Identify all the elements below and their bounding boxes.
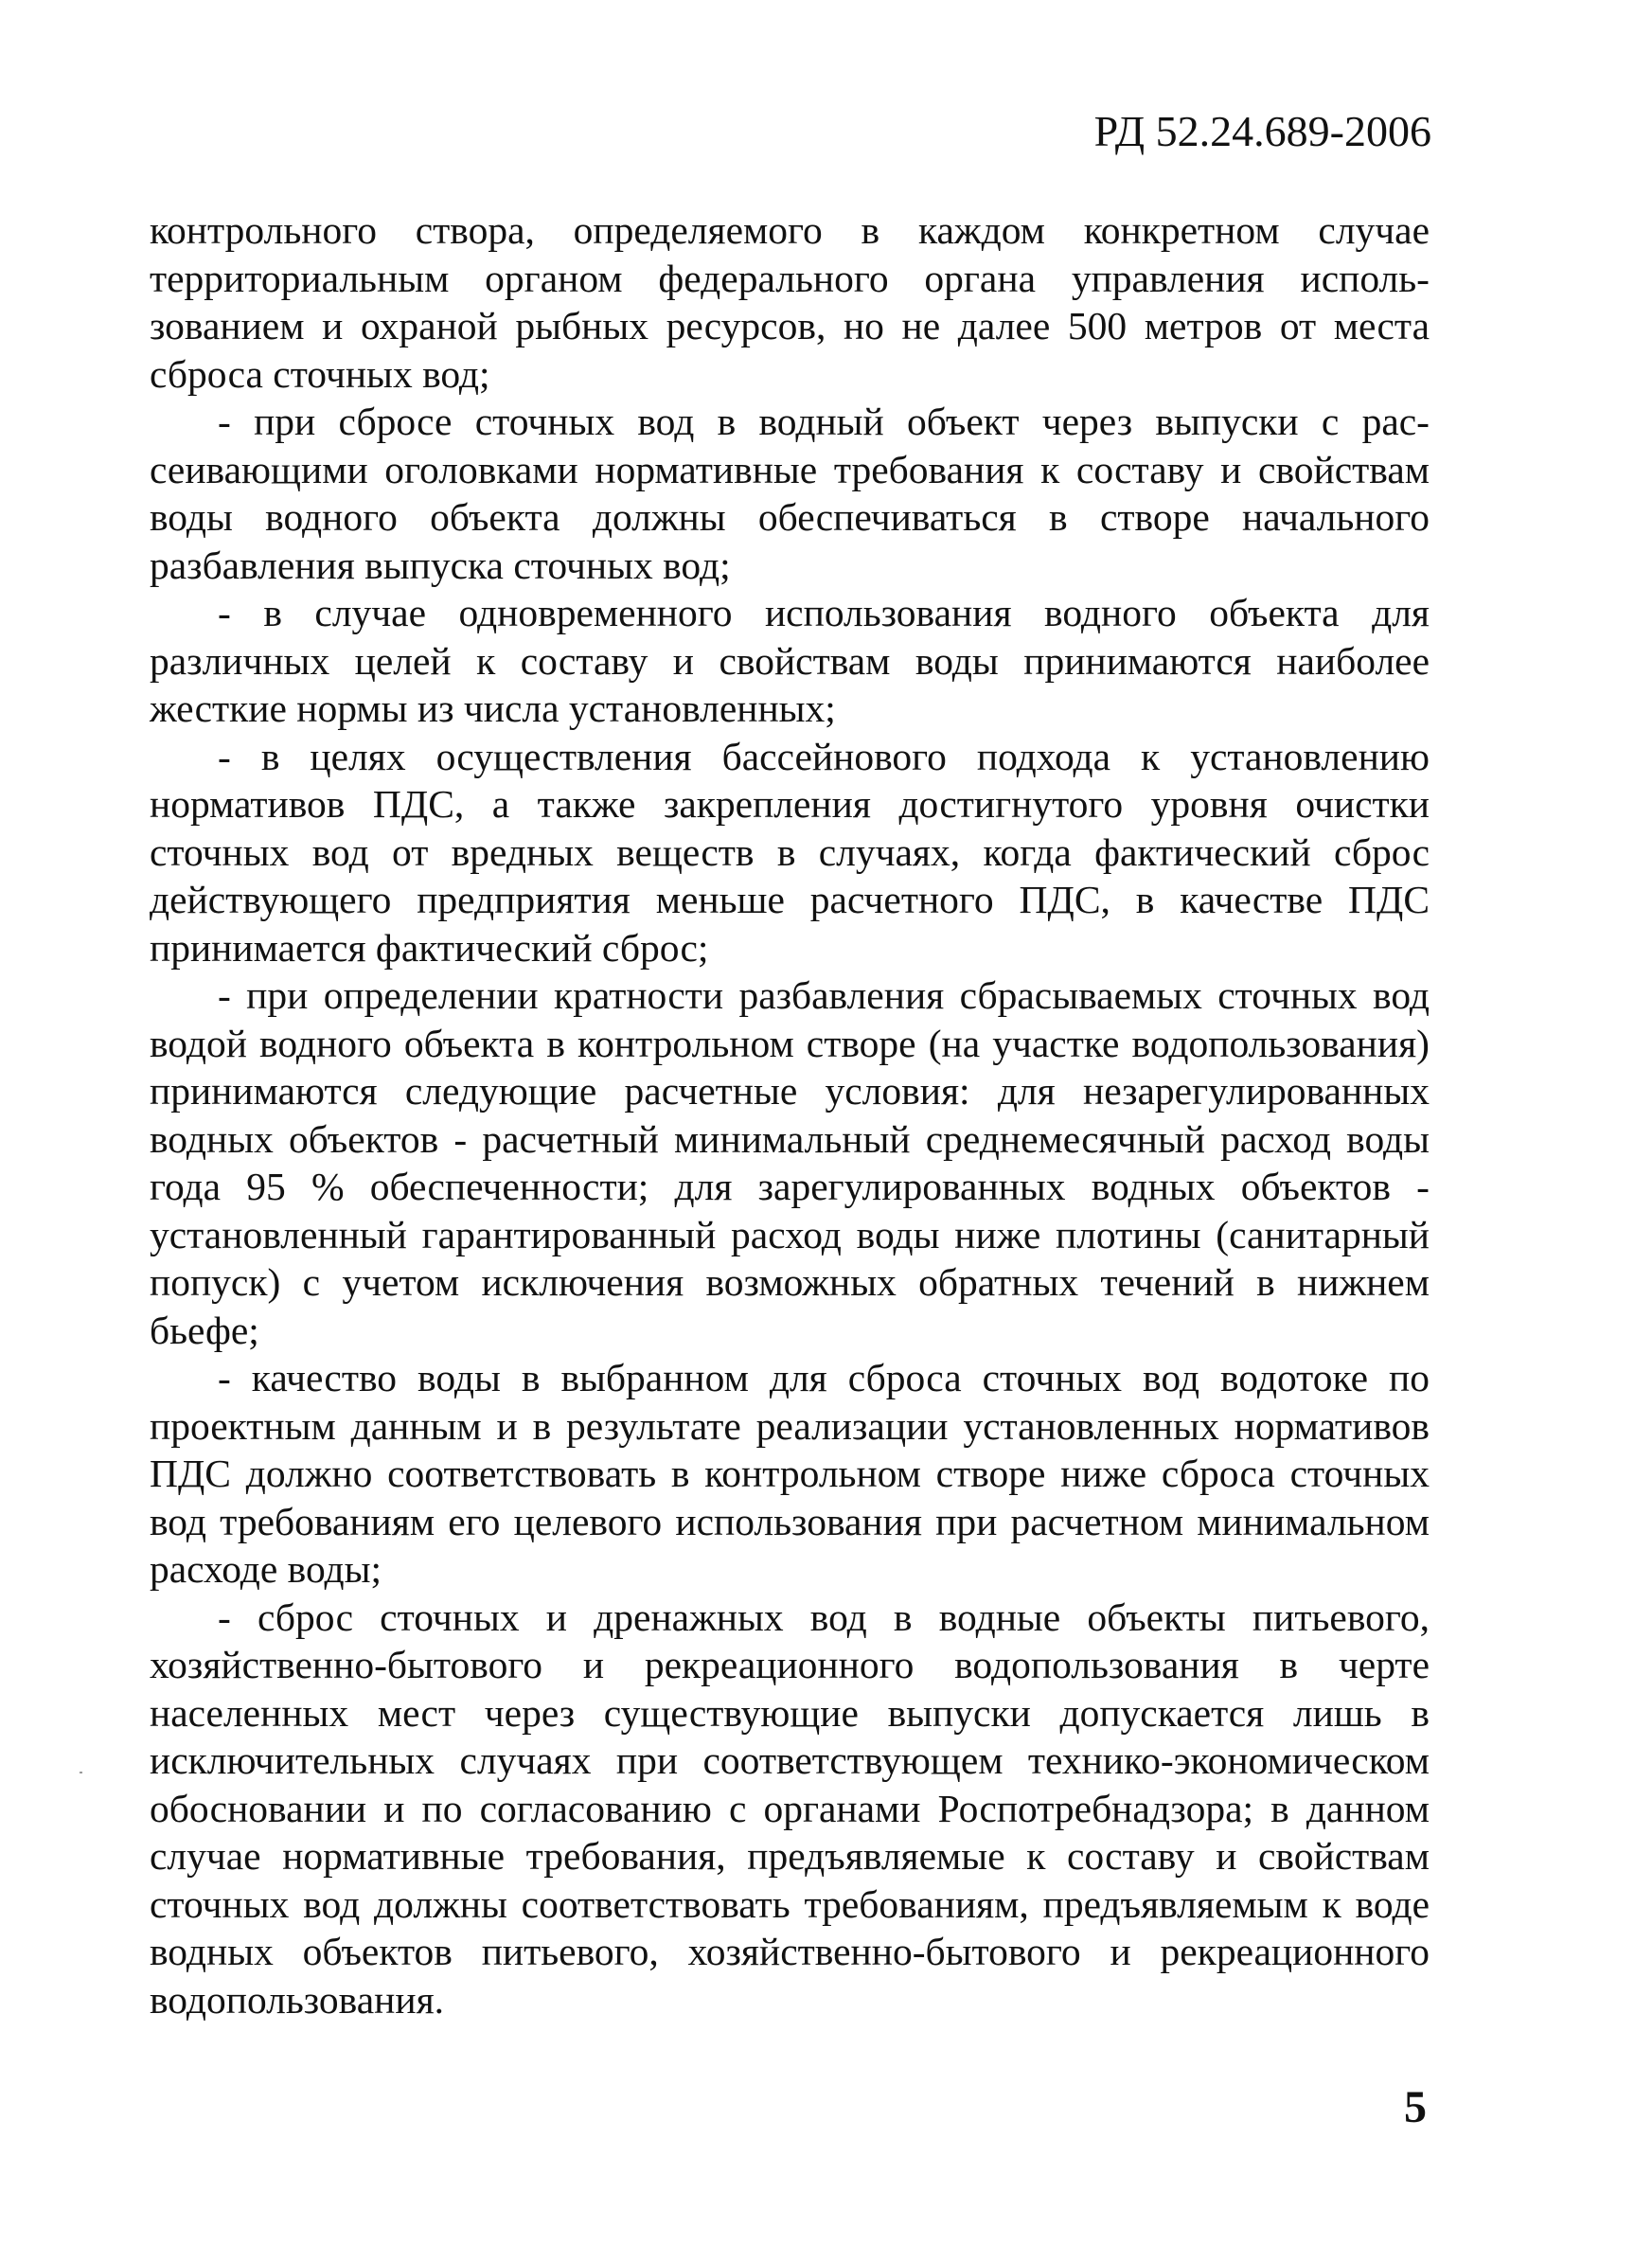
- scan-speck: [80, 1772, 82, 1773]
- paragraph-dilution-conditions: - при определении кратности разбавления сбрасываемых сточных вод водой водного объекта в контрольном створе (на участке водопользования) принимаются следующие расчетные условия: для незарегулированных водных объектов - расчетный минимальный среднемесячный расход воды года 95 % обеспеченности; для зарегулированных водных объектов - установленный гарантированный расход воды ниже плотины (санитарный попуск) с учетом исключения возможных обратных течений в нижнем бьефе;: [150, 973, 1430, 1352]
- paragraph-water-quality: - качество воды в выбранном для сброса сточных вод водотоке по проектным данным и в результате реализации установленных нормативов ПДС должно соответствовать в контрольном створе ниже сброса сточных вод требованиям его целевого использования при расчетном минимальном расходе воды;: [150, 1356, 1430, 1591]
- paragraph-continuation: контрольного створа, определяемого в каждом конкретном случае территориальным органом федерального органа управления использованием и охраной рыбных ресурсов, но не далее 500 метров от места сброса сточных вод;: [150, 208, 1430, 396]
- paragraph-drinking-water-discharge: - сброс сточных и дренажных вод в водные объекты питьевого, хозяйственно-бытового и рекреационного водопользования в черте населенных мест через существующие выпуски допускается лишь в исключительных случаях при соответствующем технико-экономическом обосновании и по согласованию с органами Роспотребнадзора; в данном случае нормативные требования, предъявляемые к составу и свойствам сточных вод должны соответствовать требованиям, предъявляемым к воде водных объектов питьевого, хозяйственно-бытового и рекреационного водопользования.: [150, 1595, 1430, 2022]
- document-code-header: РД 52.24.689-2006: [1093, 107, 1431, 155]
- page-number: 5: [1404, 2082, 1427, 2132]
- paragraph-simultaneous-use: - в случае одновременного использования водного объекта для различных целей к составу и свойствам воды принимаются наиболее жесткие нормы из числа установленных;: [150, 591, 1430, 730]
- document-body: [150, 206, 1430, 2023]
- paragraph-basin-approach: - в целях осуществления бассейнового подхода к установлению нормативов ПДС, а также закрепления достигнутого уровня очистки сточных вод от вредных веществ в случаях, когда фактический сброс действующего предприятия меньше расчетного ПДС, в качестве ПДС принимается фактический сброс;: [150, 734, 1430, 970]
- paragraph-dispersing-outlets: - при сбросе сточных вод в водный объект через выпуски с рассеивающими оголовками нормативные требования к составу и свойствам воды водного объекта должны обеспечиваться в створе начального разбавления выпуска сточных вод;: [150, 400, 1430, 587]
